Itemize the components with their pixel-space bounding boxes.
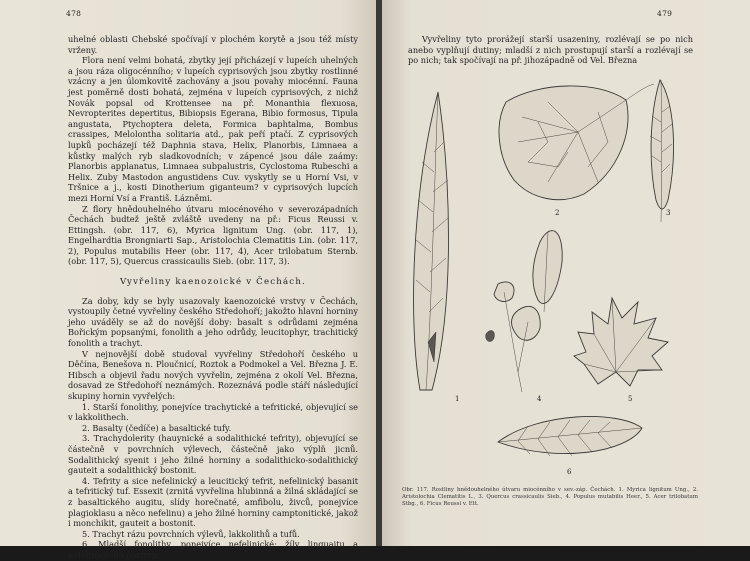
figure-label: 1 (455, 395, 460, 403)
leaf-quercus-illustration (650, 80, 674, 222)
paragraph: Za doby, kdy se byly usazovaly kaenozoické vrstvy v Čechách, vystoupily četné vyvřeliny českého Středohoří; jakožto hlavní horniny jeho uváděly se až do novější doby: basalt s odrůdami zejména Bořickým popsanými, fonolith a jeho odrůdy, leucitophyr, trachitický fonolith a trachyt. (68, 295, 358, 349)
leaf-acer-illustration (574, 298, 668, 386)
figure-label: 4 (537, 395, 542, 403)
page-number-right: 479 (657, 9, 673, 18)
list-item: 6. Mladší fonolithy, ponejvíce nefelinické; žíly linguaitu a nefelinického porfyru. (68, 539, 358, 560)
leaf-populus-illustration (486, 231, 563, 392)
leaf-aristolochia-illustration (499, 84, 654, 200)
figure-label: 2 (555, 209, 560, 217)
figure-caption: Obr. 117. Rostliny hnědouhelného útvaru miocénního v sev.-záp. Čechách. 1. Myrica lignitum Ung., 2. Aristolochia Clematitis L., 3. Quercus crassicaulis Sieb., 4. Populus mutabilis Heer., 5. Acer trilobatum Stbg., 6. Ficus Reussi v. Ett. (402, 487, 698, 507)
figure-label: 3 (666, 209, 671, 217)
figure-label: 5 (628, 395, 633, 403)
fossil-plant-figure (398, 72, 698, 472)
list-item: 5. Trachyt rázu povrchních výlevů, lakkolithů a tufů. (82, 528, 300, 539)
list-item: 1. Starší fonolithy, ponejvíce trachytické a tefritické, objevující se v lakkolithech. (68, 401, 358, 423)
list-item: 3. Trachydolerity (hauynické a sodalithické tefrity), objevující se částečně v povrchních výlevech, částečně jako výplň jicnů. Sodalithický syenit i jeho žilné horniny a sodalithicko-sodalithický gauteit a sodalithický bostonit. (68, 433, 358, 476)
leaf-myrica-illustration (414, 92, 449, 390)
paragraph: V nejnovější době studoval vyvřeliny Středohoří českého u Děčína, Benešova n. Ploučnicí, Roztok a Podmokel a Vel. Března J. E. Hibsch a objevil řadu nových vyvřelin, zejména z okolí Vel. Března, dosavad ze Středohoří neznámých. Rozeznává podle stáří následující skupiny hornin vyvřelých: (68, 348, 358, 401)
page-number-left: 478 (66, 9, 82, 18)
leaf-ficus-illustration (498, 416, 642, 456)
list-item: 4. Tefrity a sice nefelinický a leucitický tefrit, nefelinický basanit a tefritický tuf. Essexit (zrnitá vyvřelina hlubinná a žilná skládající se z basaltického augitu, slídy horečnaté, amfibolu, živců, ponejvíce plagioklasu a něco nefelinu) a jeho žilné horniny camptonitické, jakož i monchikit, gauteit a bostonit. (68, 475, 358, 529)
section-heading: Vyvřeliny kaenozoické v Čechách. (120, 277, 306, 288)
paragraph: Flora není velmi bohatá, zbytky její přicházejí v lupeích uhelných a jsou ráza oligocénního; v lupeích cyprisových jsou zbytky rostlinné vzácny a jen úlomkovitě zachovány a jsou povahy miocénní. Fauna jest poměrně dosti bohatá, zejména v lupeích cyprisových, z nichž Novák popsal od Krottensee na př. Monanthia flexuosa, Nevropterites depertitus, Bibiopsis Egerana, Bibio formosus, Tipula angustata, Ptychoptera deleta, Formica baphtalma, Bombus crassipes, Melolontha solitaria atd., pak peří ptačí. Z cyprisových lupků pocházejí též Daphnia stava, Helix, Planorbis, Limnaea a kůstky malých ryb sladkovodních; v zápencé jsou dále zaámy: Planorbis applanatus, Limnaea subpalustris, Cyclostoma Rubeschi a Helix. Zuby Mastodon angustidens Cuv. vyskytly se u Horní Vsi, v Tršnice a j., kosti Dinotherium giganteum? v cyprisových lupcích mezi Horní Vsí a Františ. Lázněmi. (68, 55, 358, 203)
paragraph: Z flory hnědouhelného útvaru miocénového v severozápadních Čechách budtež ještě zvláště uvedeny na př.: Ficus Reussi v. Ettingsh. (obr. 117, 6), Myrica lignitum Ung. (obr. 117, 1), Engelhardtia Brongniarti Sap., Aristolochia Clematitis Lin. (obr. 117, 2), Populus mutabilis Heer (obr. 117, 4), Acer trilobatum Sternb. (obr. 117, 5), Quercus crassicaulis Sieb. (obr. 117, 3). (68, 203, 358, 267)
list-item: 2. Basalty (čedíče) a basaltické tufy. (82, 422, 232, 433)
right-intro-text: Vyvřeliny tyto prorážejí starší usazeniny, rozlévají se po nich anebo vyplňují dutiny; mladší z nich prostupují starší a rozlévají se po nich; tak spočívají na př. jihozápadně od Vel. Března (408, 34, 693, 66)
left-text-column (68, 34, 358, 561)
paragraph: uhelné oblasti Chebské spočívají v plochém korytě a jsou též místy vrženy. (68, 34, 358, 55)
figure-label: 6 (567, 468, 572, 476)
